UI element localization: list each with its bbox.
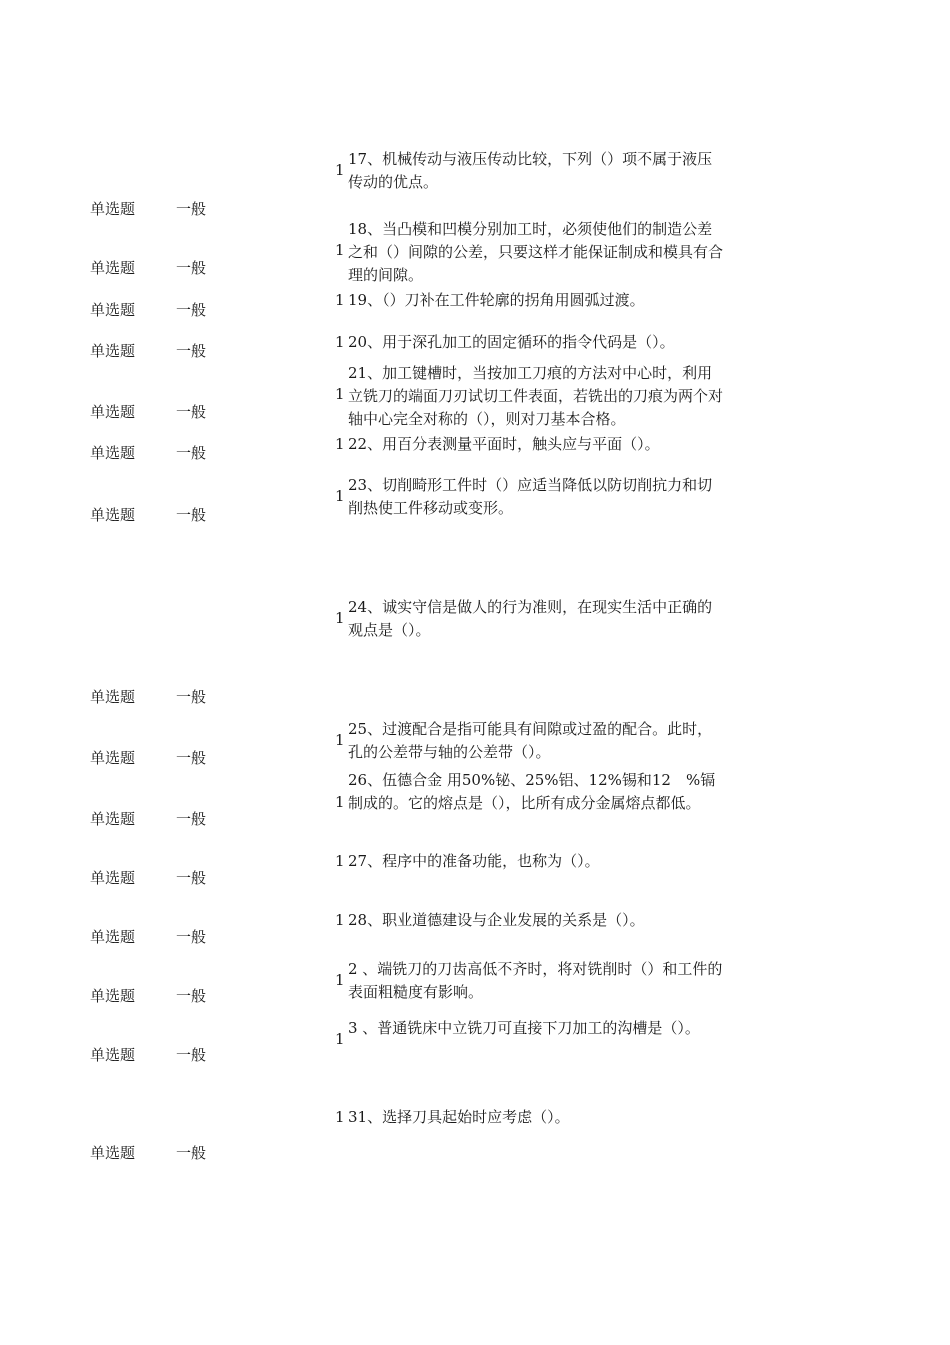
- difficulty-label: 一般: [176, 444, 207, 462]
- question-text: 19、（）刀补在工件轮廓的拐角用圆弧过渡。: [348, 291, 645, 309]
- difficulty-label: 一般: [176, 506, 207, 524]
- type-label: 单选题: [90, 869, 136, 887]
- type-label: 单选题: [90, 1046, 136, 1064]
- question-text: 25、过渡配合是指可能具有间隙或过盈的配合。此时，孔的公差带与轴的公差带（）。: [348, 720, 713, 761]
- difficulty-label: 一般: [176, 749, 207, 767]
- difficulty-label: 一般: [176, 869, 207, 887]
- score-value: 1: [335, 852, 345, 870]
- score-value: 1: [335, 291, 345, 309]
- question-text: 24、诚实守信是做人的行为准则，在现实生活中正确的观点是（）。: [348, 598, 713, 639]
- type-label: 单选题: [90, 301, 136, 319]
- type-label: 单选题: [90, 259, 136, 277]
- difficulty-label: 一般: [176, 987, 207, 1005]
- difficulty-label: 一般: [176, 688, 207, 706]
- question-text: 27、程序中的准备功能，也称为（）。: [348, 852, 600, 870]
- score-value: 1: [335, 435, 345, 453]
- type-label: 单选题: [90, 444, 136, 462]
- question-text: 31、选择刀具起始时应考虑（）。: [348, 1108, 570, 1126]
- type-label: 单选题: [90, 200, 136, 218]
- question-text: 23、切削畸形工件时（）应适当降低以防切削抗力和切削热使工件移动或变形。: [348, 476, 713, 517]
- difficulty-label: 一般: [176, 1144, 207, 1162]
- score-value: 1: [335, 487, 345, 505]
- score-value: 1: [335, 731, 345, 749]
- question-text: 28、职业道德建设与企业发展的关系是（）。: [348, 911, 645, 929]
- type-label: 单选题: [90, 987, 136, 1005]
- difficulty-label: 一般: [176, 810, 207, 828]
- difficulty-label: 一般: [176, 928, 207, 946]
- question-text: 20、用于深孔加工的固定循环的指令代码是（）。: [348, 333, 675, 351]
- difficulty-label: 一般: [176, 403, 207, 421]
- difficulty-label: 一般: [176, 200, 207, 218]
- question-text: 18、当凸模和凹模分别加工时，必须使他们的制造公差之和（）间隙的公差，只要这样才能保证制成和模具有合理的间隙。: [348, 220, 724, 284]
- question-text: 21、加工键槽时，当按加工刀痕的方法对中心时，利用立铣刀的端面刀刃试切工件表面，若铣出的刀痕为两个对轴中心完全对称的（），则对刀基本合格。: [348, 364, 724, 428]
- question-text: 3 、普通铣床中立铣刀可直接下刀加工的沟槽是（）。: [348, 1019, 700, 1037]
- type-label: 单选题: [90, 403, 136, 421]
- type-label: 单选题: [90, 1144, 136, 1162]
- score-value: 1: [335, 793, 345, 811]
- difficulty-label: 一般: [176, 342, 207, 360]
- type-label: 单选题: [90, 688, 136, 706]
- type-label: 单选题: [90, 928, 136, 946]
- score-value: 1: [335, 333, 345, 351]
- score-value: 1: [335, 1108, 345, 1126]
- score-value: 1: [335, 609, 345, 627]
- score-value: 1: [335, 971, 345, 989]
- type-label: 单选题: [90, 749, 136, 767]
- difficulty-label: 一般: [176, 301, 207, 319]
- question-text: 26、伍德合金 用50%铋、25%铝、12%锡和12 %镉制成的。它的熔点是（），比所有成分金属熔点都低。: [348, 771, 716, 812]
- score-value: 1: [335, 161, 345, 179]
- score-value: 1: [335, 911, 345, 929]
- question-text: 22、用百分表测量平面时，触头应与平面（）。: [348, 435, 660, 453]
- score-value: 1: [335, 1030, 345, 1048]
- score-value: 1: [335, 385, 345, 403]
- question-text: 17、机械传动与液压传动比较，下列（）项不属于液压传动的优点。: [348, 150, 713, 191]
- difficulty-label: 一般: [176, 1046, 207, 1064]
- question-text: 2 、端铣刀的刀齿高低不齐时，将对铣削时（）和工件的表面粗糙度有影响。: [348, 960, 723, 1001]
- score-value: 1: [335, 241, 345, 259]
- difficulty-label: 一般: [176, 259, 207, 277]
- type-label: 单选题: [90, 810, 136, 828]
- type-label: 单选题: [90, 342, 136, 360]
- type-label: 单选题: [90, 506, 136, 524]
